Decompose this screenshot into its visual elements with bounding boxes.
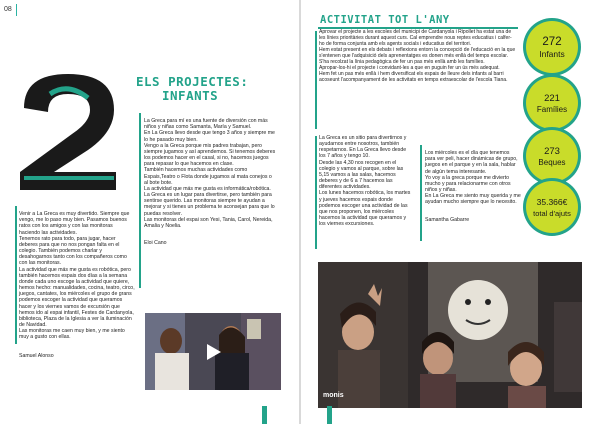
testimony-samantha xyxy=(425,144,521,229)
col2-accent-bar xyxy=(139,113,141,288)
testimony-text: Los miércoles es el día que tenemos para ver peli, hacer dinámicas de grupo, juegos en el parque y en la sala, hablar de algún tema interesante. Yo voy a la greca porque me divierto mucho y para relacionarme con otros niños y niñas. En La Greca me siento muy querida y me ayudan mucho siempre que lo necesito. xyxy=(425,150,521,206)
stat-label: Famílies xyxy=(536,104,568,114)
testimony-signature: Samuel Alonso xyxy=(19,352,54,359)
testimony-eloi xyxy=(144,112,277,252)
page-accent-left xyxy=(262,406,267,424)
testimony-anon: La Greca es un sitio para divertirnos y ayudarnos entre nosotros, también respetarnos. En La Greca llevo desde los 7 años y tengo 10. Desde las 4,30 nos recogen en el colegio y vamos al parque, sobre las 5,15 vamos a las salas, hacemos deberes y de 6 a 7 hacemos las diferentes actividades. Los lunes hacemos robótica, los martes y jueves hacemos espais donde podemos escoger una actividad de las que nos proponen, los miércoles hacemos la actividad que queramos y los viernes excursiones. xyxy=(319,135,411,228)
right-section-title: ACTIVITAT TOT L'ANY xyxy=(320,14,450,26)
page-fold xyxy=(299,0,301,424)
testimony-text: La Greca para mí es una fuente de diversión con más niños y niñas como Samanta, María y Samuel. En La Greca llevo desde que tengo 3 años y siempre me lo he pasado muy bien. Vengo a la Greca porque mis padres trabajan, pero siempre jugamos y así aprendemos. Si tenemos deberes los podemos hacer en el casal, si no, hacemos juegos para repasar lo que hacemos en clase. También hacemos muchas actividades como Espais,Teatro o Flota donde jugamos al mata conejos o al bote bote. La actividad que más me gusta es informática/robótica. La Greca es un lugar para divertirse, pero también para sentirse querido. Las monitoras siempre te ayudan a mejorar y si tienes un problema te aconsejan para que lo puedas resolver. Las monitoras del espai son Yesi, Tania, Carol, Nereida, Amalia y Noelia. xyxy=(144,118,276,229)
stat-label: Infants xyxy=(539,48,565,59)
stat-aid-total xyxy=(523,178,581,236)
title-line-1: ELS PROJECTES: xyxy=(136,74,249,89)
page-number: 08 xyxy=(4,6,12,13)
col-b-accent-bar xyxy=(420,145,422,241)
col1-accent-bar xyxy=(15,206,17,344)
testimony-signature: Eloi Cano xyxy=(144,240,167,247)
group-photo xyxy=(318,262,582,408)
col-a-accent-bar xyxy=(315,136,317,249)
big-number-graphic xyxy=(10,68,128,196)
stat-families xyxy=(523,74,581,132)
photo-watermark: monis xyxy=(323,392,344,399)
title-line-2: INFANTS xyxy=(162,88,219,103)
stat-label: Beques xyxy=(538,157,566,167)
stat-value: 272 xyxy=(542,35,562,48)
section-title xyxy=(136,75,286,103)
photo-scene xyxy=(318,262,582,408)
stat-label: total d'ajuts xyxy=(533,208,571,218)
play-icon[interactable] xyxy=(204,343,222,361)
intro-accent-bar xyxy=(315,31,317,129)
page-number-marker xyxy=(16,4,17,16)
stat-value: 221 xyxy=(544,92,560,104)
testimony-samuel xyxy=(19,205,135,365)
stat-value: 35.366€ xyxy=(536,196,568,207)
page-accent-right xyxy=(327,406,332,424)
video-thumbnail[interactable] xyxy=(145,313,281,390)
stat-value: 273 xyxy=(544,145,560,157)
stat-infants xyxy=(523,18,581,76)
stat-grants xyxy=(523,127,581,185)
testimony-signature: Samantha Gabarre xyxy=(425,216,470,223)
testimony-text: Venir a La Greca es muy divertido. Siempre que vengo, me lo paso muy bien. Pasamos buenos ratos con los amigos y con las monitoras haciendo las actividades. Tenemos rato para todo, para jugar, hacer deberes para que no nos pongan falta en el colegio. También podemos charlar y desahogarnos tanto con los compañeros como con las monitoras. La actividad que más me gusta es robótica, pero también hacemos espais dos días a la semana donde cada uno escoge la actividad que quiere, hemos hecho: manualidades, cocina, teatro, circo, juegos, cantates, los miércoles el grupo de grans podemos escoger la actividad que queramos hacer y los viernes vamos de excursión que hemos ido al espai infantil, Festes de Cardanyola, biblioteca, Plaza de la Iglesia a ver la iluminación de Navidad. Las monitoras me caen muy bien, y me siento muy a gusto con ellas. xyxy=(19,211,135,341)
intro-text: Aprovar el projecte a les escoles del municipi de Cardanyola i Ripollet ha estat una de les línies prioritàries durant aquest curs. Cal emprendre nous reptes educatius i calfer-ho de forma conjunta amb els agents socials i educatius del territori. Hem estat present en els debats i reflexions entorn la concepció de l'educació en la que s'entenen que l'adquisició dels aprenentatges es donen més enllà del temps escolar. S'ha recolzat la línia pedagògica de fer un pas més enllà amb les famílies. Apropar-los-hi el projecte i convidant-les a que en puguin fer un ús més adequat. Hem fet un pas més enllà i hem diversificat els espais de lleure dels infants al barri acoseunt l'acompanyament de les activitats en temps extraescolar de l'escola Tiana. xyxy=(319,29,516,83)
